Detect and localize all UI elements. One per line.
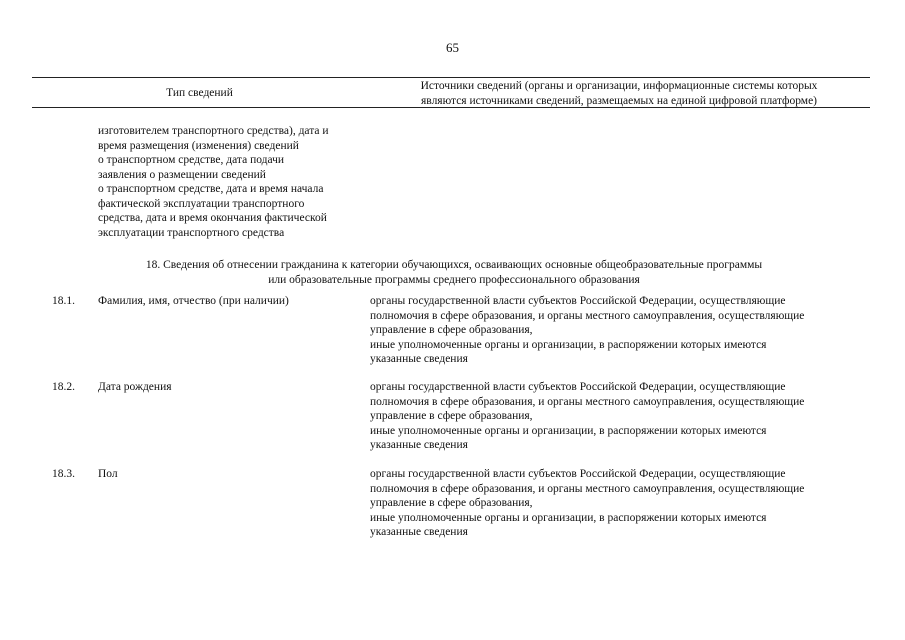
row-number: 18.3.: [52, 468, 75, 480]
row-source: органы государственной власти субъектов Российской Федерации, осуществляющие полномочия в сфере образования, и органы местного самоуправления, осуществляющие управление в сфере образования, иные уполномоченные органы и организации, в распоряжении которых имеются указанные сведения: [370, 468, 805, 538]
row-number: 18.2.: [52, 381, 75, 393]
row-number: 18.1.: [52, 295, 75, 307]
header-bottom-rule: [32, 107, 870, 108]
column-header-type: Тип сведений: [166, 87, 233, 99]
row-label: Дата рождения: [98, 381, 172, 393]
continuation-text: изготовителем транспортного средства), дата и время размещения (изменения) сведений о транспортном средстве, дата подачи заявления о размещении сведений о транспортном средстве, дата и время начала фактической эксплуатации транспортного средства, дата и время окончания фактической эксплуатации транспортного средства: [98, 125, 329, 239]
header-top-rule: [32, 77, 870, 78]
page-number: 65: [446, 40, 459, 55]
row-source: органы государственной власти субъектов Российской Федерации, осуществляющие полномочия в сфере образования, и органы местного самоуправления, осуществляющие управление в сфере образования, иные уполномоченные органы и организации, в распоряжении которых имеются указанные сведения: [370, 295, 805, 365]
row-label: Фамилия, имя, отчество (при наличии): [98, 295, 289, 307]
row-label: Пол: [98, 468, 118, 480]
section-title: 18. Сведения об отнесении гражданина к категории обучающихся, осваивающих основные общеобразовательные программы или образовательные программы среднего профессионального образования: [145, 259, 763, 286]
column-header-sources: Источники сведений (органы и организации, информационные системы которых являются источниками сведений, размещаемых на единой цифровой платформе): [420, 80, 818, 107]
row-source: органы государственной власти субъектов Российской Федерации, осуществляющие полномочия в сфере образования, и органы местного самоуправления, осуществляющие управление в сфере образования, иные уполномоченные органы и организации, в распоряжении которых имеются указанные сведения: [370, 381, 805, 451]
